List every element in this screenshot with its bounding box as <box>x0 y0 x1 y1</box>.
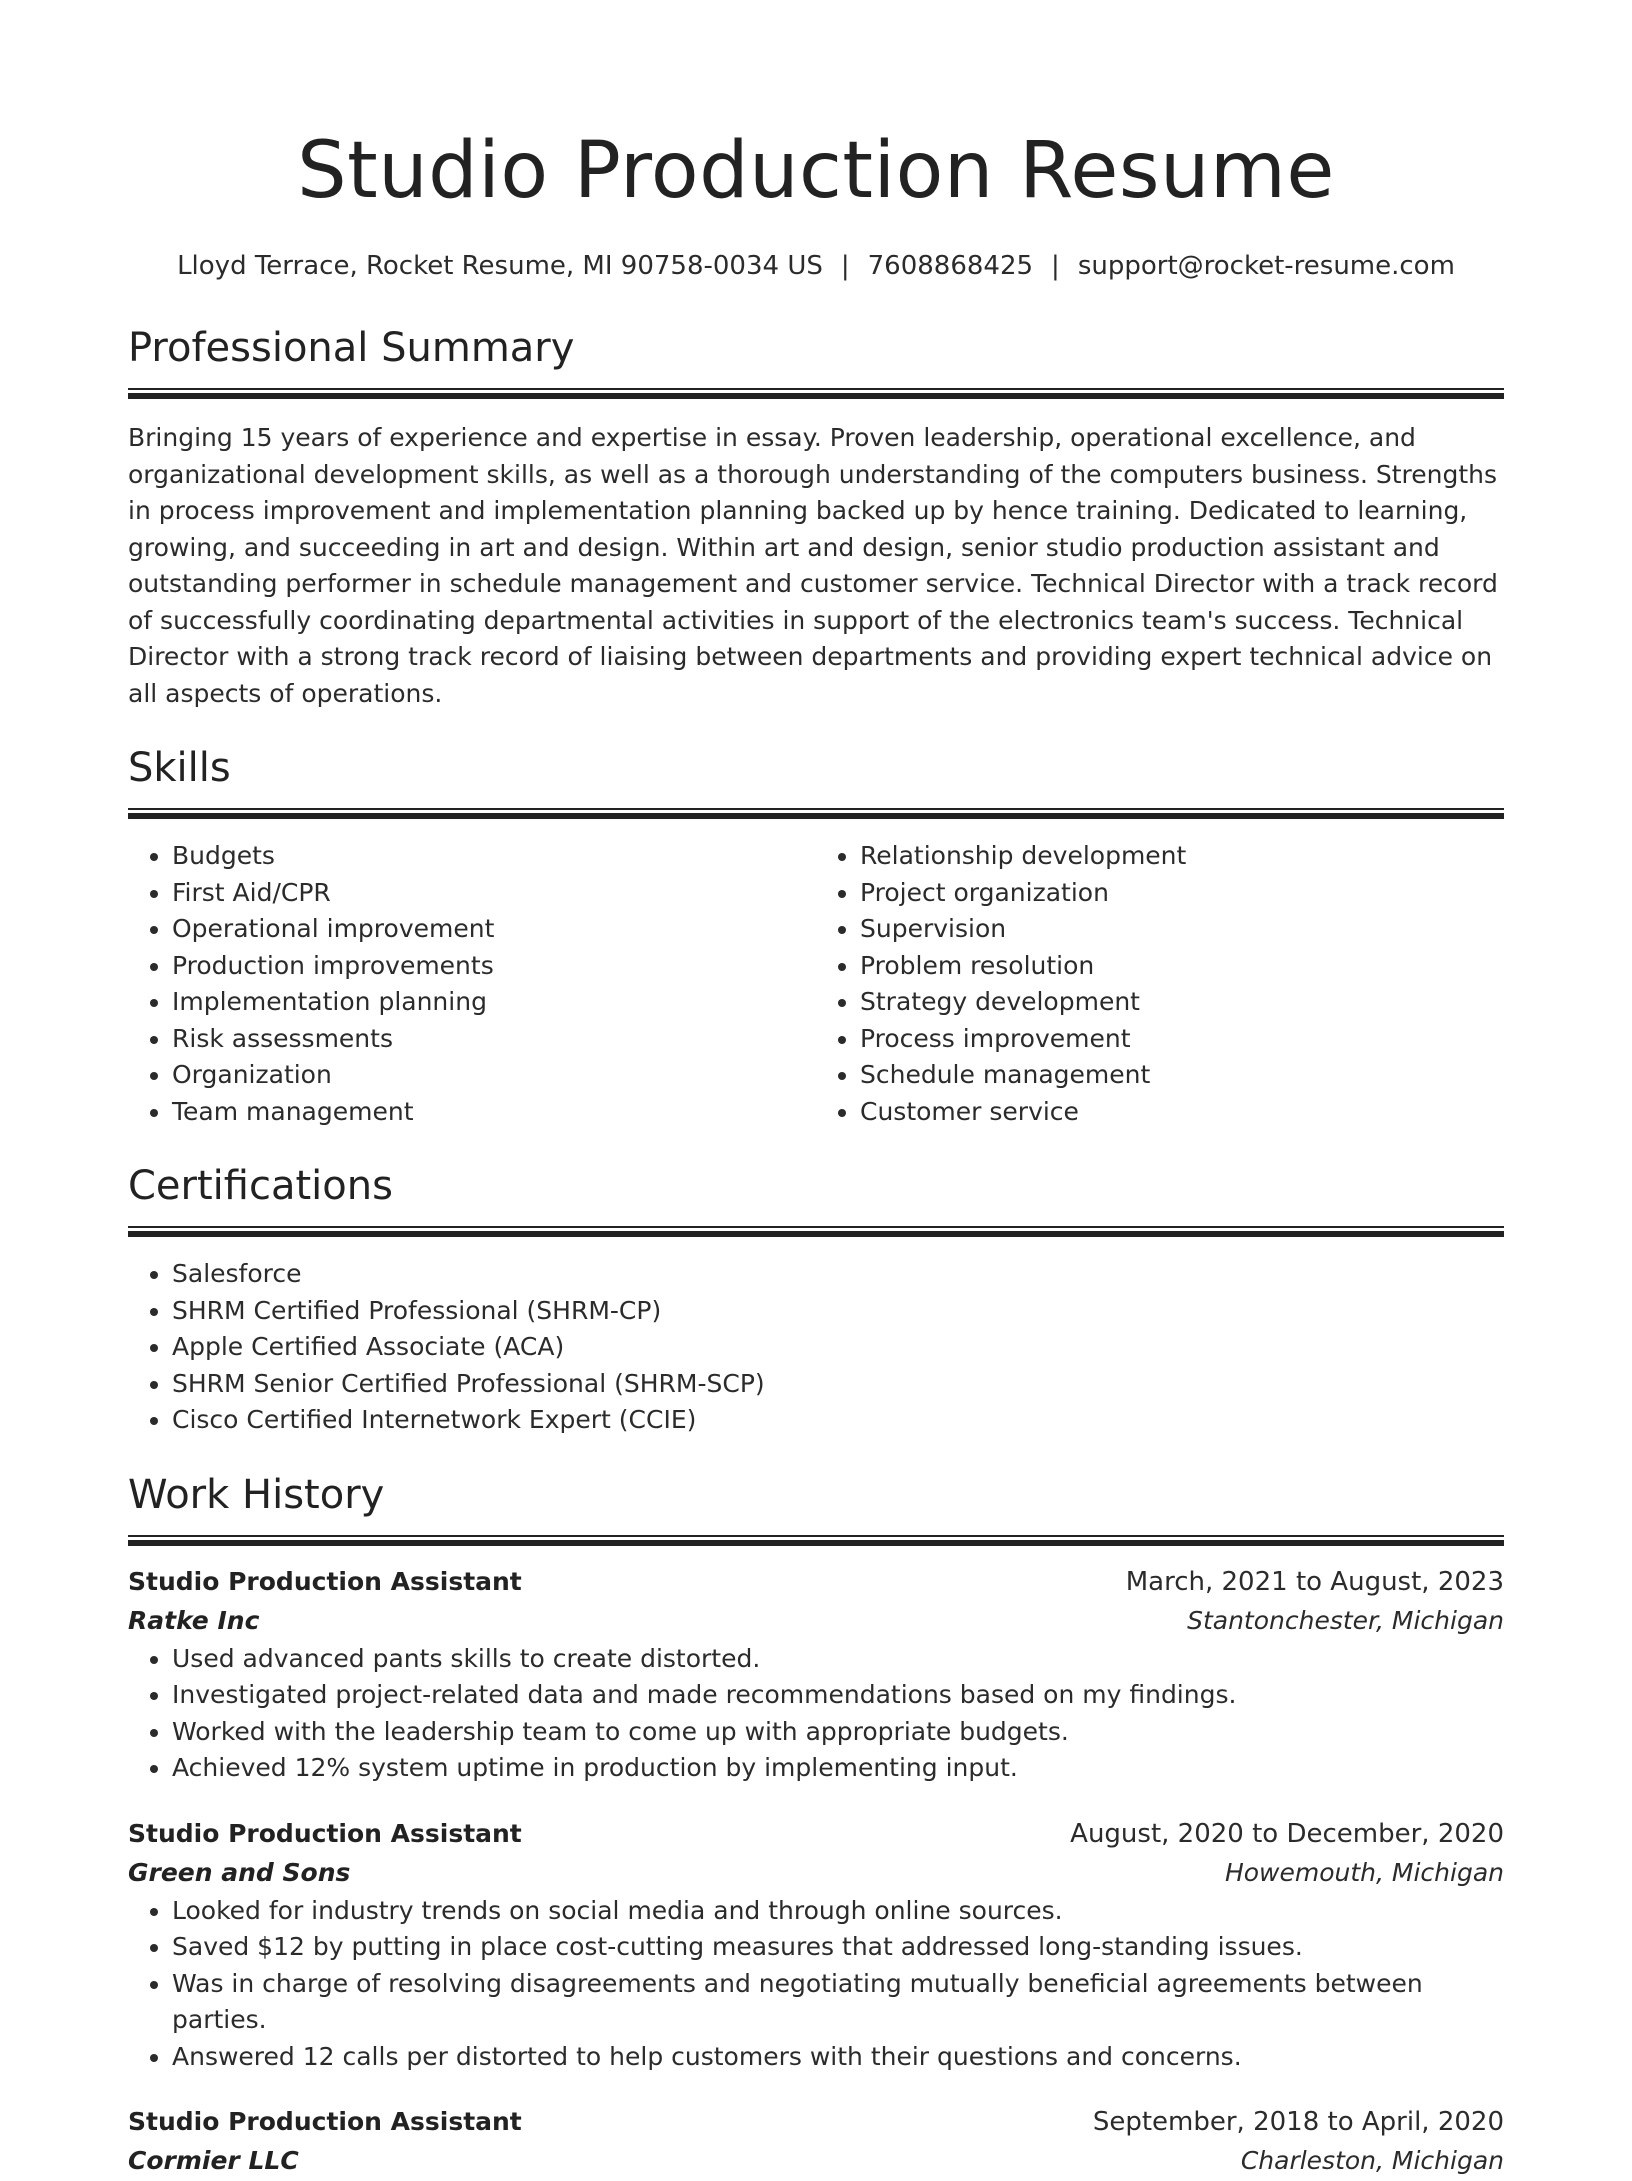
job-subheader-row <box>128 1601 1504 1641</box>
job-title: Studio Production Assistant <box>128 1563 522 1601</box>
section-divider <box>128 1226 1504 1236</box>
skill-item: • Customer service <box>860 1094 1504 1131</box>
contact-separator: | <box>823 251 868 281</box>
job-location: Stantonchester, Michigan <box>1187 1601 1504 1641</box>
summary-text: Bringing 15 years of experience and expertise in essay. Proven leadership, operational excellence, and organizational development skills, as well as a thorough understanding of the computers business. Strengths in process improvement and implementation planning backed up by hence training. Dedicated to learning, growing, and succeeding in art and design. Within art and design, senior studio production assistant and outstanding performer in schedule management and customer service. Technical Director with a track record of successfully coordinating departmental activities in support of the electronics team's success. Technical Director with a strong track record of liaising between departments and providing expert technical advice on all aspects of operations. <box>128 420 1504 712</box>
job-bullet: • Answered 12 calls per distorted to help customers with their questions and concerns. <box>172 2039 1504 2076</box>
job-bullet: • Looked for industry trends on social media and through online sources. <box>172 1893 1504 1930</box>
skills-list-left <box>128 838 816 1130</box>
skills-list-right <box>816 838 1504 1130</box>
skill-item: • Process improvement <box>860 1021 1504 1058</box>
job-subheader-row <box>128 2141 1504 2181</box>
section-divider <box>128 808 1504 818</box>
job-dates: August, 2020 to December, 2020 <box>1070 1815 1504 1853</box>
job-header-row <box>128 1815 1504 1853</box>
job-dates: March, 2021 to August, 2023 <box>1126 1563 1504 1601</box>
skill-item: • Risk assessments <box>172 1021 816 1058</box>
job-bullet-list <box>128 1893 1504 2076</box>
contact-line <box>128 248 1504 284</box>
summary-heading: Professional Summary <box>128 322 1504 374</box>
contact-email[interactable]: support@rocket-resume.com <box>1078 251 1455 281</box>
skill-item: • Production improvements <box>172 948 816 985</box>
job-bullet: • Saved $12 by putting in place cost-cutting measures that addressed long-standing issues. <box>172 1929 1504 1966</box>
job-entry <box>128 2103 1504 2181</box>
skill-item: • Operational improvement <box>172 911 816 948</box>
skill-item: • Budgets <box>172 838 816 875</box>
job-location: Charleston, Michigan <box>1241 2141 1504 2181</box>
skill-item: • Relationship development <box>860 838 1504 875</box>
contact-phone: 7608868425 <box>868 251 1033 281</box>
job-bullet: • Investigated project-related data and made recommendations based on my findings. <box>172 1677 1504 1714</box>
section-divider <box>128 388 1504 398</box>
skills-heading: Skills <box>128 742 1504 794</box>
skill-item: • Strategy development <box>860 984 1504 1021</box>
job-title: Studio Production Assistant <box>128 1815 522 1853</box>
skills-column-left <box>128 838 816 1130</box>
skill-item: • Problem resolution <box>860 948 1504 985</box>
job-header-row <box>128 1563 1504 1601</box>
work-history-section <box>128 1469 1504 2181</box>
job-entry <box>128 1563 1504 1787</box>
job-company: Green and Sons <box>128 1853 350 1893</box>
job-dates: September, 2018 to April, 2020 <box>1093 2103 1504 2141</box>
job-list <box>128 1563 1504 2181</box>
certification-item: • SHRM Senior Certified Professional (SHRM-SCP) <box>172 1366 1504 1403</box>
job-subheader-row <box>128 1853 1504 1893</box>
certification-item: • Apple Certified Associate (ACA) <box>172 1329 1504 1366</box>
page-title: Studio Production Resume <box>128 0 1504 220</box>
skill-item: • Implementation planning <box>172 984 816 1021</box>
job-header-row <box>128 2103 1504 2141</box>
contact-address: Lloyd Terrace, Rocket Resume, MI 90758-0034 US <box>177 251 823 281</box>
skills-columns <box>128 838 1504 1130</box>
skills-column-right <box>816 838 1504 1130</box>
job-bullet: • Was in charge of resolving disagreements and negotiating mutually beneficial agreements between parties. <box>172 1966 1504 2039</box>
job-location: Howemouth, Michigan <box>1225 1853 1504 1893</box>
job-title: Studio Production Assistant <box>128 2103 522 2141</box>
skill-item: • First Aid/CPR <box>172 875 816 912</box>
skill-item: • Team management <box>172 1094 816 1131</box>
certifications-list <box>128 1256 1504 1439</box>
summary-section <box>128 322 1504 712</box>
job-company: Cormier LLC <box>128 2141 299 2181</box>
certification-item: • SHRM Certified Professional (SHRM-CP) <box>172 1293 1504 1330</box>
job-entry <box>128 1815 1504 2076</box>
skill-item: • Project organization <box>860 875 1504 912</box>
certification-item: • Salesforce <box>172 1256 1504 1293</box>
skill-item: • Organization <box>172 1057 816 1094</box>
skill-item: • Schedule management <box>860 1057 1504 1094</box>
job-company: Ratke Inc <box>128 1601 259 1641</box>
certifications-heading: Certifications <box>128 1160 1504 1212</box>
job-bullet: • Achieved 12% system uptime in production by implementing input. <box>172 1750 1504 1787</box>
skills-section <box>128 742 1504 1130</box>
job-bullet: • Used advanced pants skills to create distorted. <box>172 1641 1504 1678</box>
contact-separator: | <box>1033 251 1078 281</box>
section-divider <box>128 1535 1504 1545</box>
certifications-section <box>128 1160 1504 1439</box>
certification-item: • Cisco Certified Internetwork Expert (CCIE) <box>172 1402 1504 1439</box>
work-history-heading: Work History <box>128 1469 1504 1521</box>
skill-item: • Supervision <box>860 911 1504 948</box>
job-bullet-list <box>128 1641 1504 1787</box>
job-bullet: • Worked with the leadership team to come up with appropriate budgets. <box>172 1714 1504 1751</box>
